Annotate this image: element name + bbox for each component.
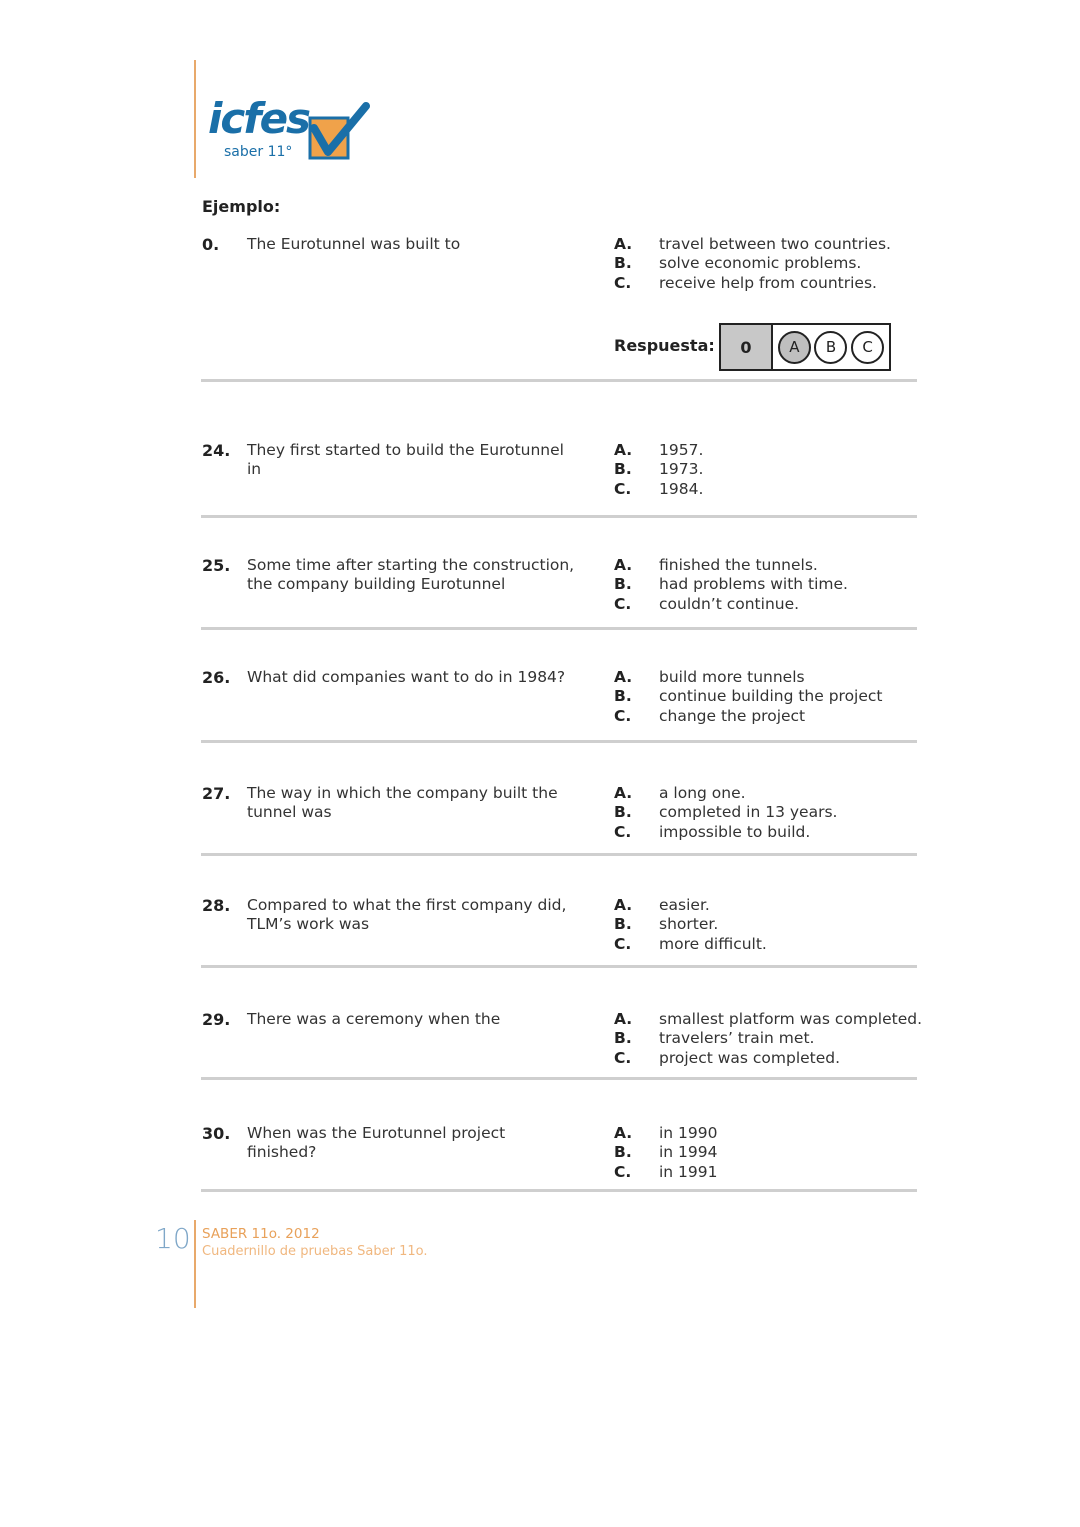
question-number: 27. [202,784,231,803]
option-text: a long one. [659,784,746,802]
option-letter: B. [614,803,632,822]
logo-wordmark: icfes [208,94,310,143]
option-texts [659,668,883,726]
option-letter: C. [614,934,632,953]
option-letter: C. [614,1162,632,1181]
divider [201,627,917,630]
option-text: 1973. [659,460,704,479]
question-text: The Eurotunnel was built to [247,235,461,253]
question-number: 30. [202,1124,231,1143]
option-letters [614,668,632,726]
option-text: impossible to build. [659,822,811,841]
question-text: Some time after starting the construction, the company building Eurotunnel [247,556,575,593]
margin-rule-bottom [194,1220,196,1308]
divider [201,853,917,856]
option-text: receive help from countries. [659,273,877,292]
answer-bubbles [773,325,889,369]
answer-bubble-a[interactable]: A [778,331,811,364]
option-letter: B. [614,460,632,479]
option-letter: B. [614,575,632,594]
checkmark-icon [306,102,372,162]
option-text: in 1994 [659,1143,718,1162]
option-text: in 1990 [659,1124,718,1142]
footer-title: SABER 11o. 2012 [202,1226,320,1242]
option-texts [659,1124,718,1182]
option-letter: C. [614,594,632,613]
option-letter: C. [614,1048,632,1067]
option-letter: A. [614,556,633,574]
option-letter: B. [614,915,632,934]
option-text: continue building the project [659,687,883,706]
option-letter: C. [614,706,632,725]
answer-bubble-c[interactable]: C [851,331,884,364]
option-letters [614,556,632,614]
option-letter: B. [614,254,632,273]
answer-label: Respuesta: [614,336,715,355]
option-text: in 1991 [659,1162,718,1181]
question-number: 26. [202,668,231,687]
option-text: couldn’t continue. [659,594,800,613]
option-text: easier. [659,896,710,914]
option-text: 1957. [659,441,704,459]
option-text: had problems with time. [659,575,848,594]
option-text: travel between two countries. [659,235,891,253]
question-text: When was the Eurotunnel project finished? [247,1124,506,1161]
option-text: build more tunnels [659,668,805,686]
option-text: shorter. [659,915,719,934]
question-number: 28. [202,896,231,915]
option-texts [659,441,703,499]
question-number: 0. [202,235,220,254]
option-texts [659,896,767,954]
divider [201,740,917,743]
answer-sheet-box [719,323,891,371]
divider [201,1077,917,1080]
option-text: change the project [659,706,806,725]
option-letter: B. [614,1143,632,1162]
question-text: Compared to what the first company did, TLM’s work was [247,896,567,933]
option-text: completed in 13 years. [659,803,838,822]
option-text: finished the tunnels. [659,556,818,574]
option-letter: A. [614,235,633,253]
question-text: What did companies want to do in 1984? [247,668,566,686]
option-letter: C. [614,822,632,841]
option-letter: A. [614,668,633,686]
question-number: 25. [202,556,231,575]
option-text: more difficult. [659,934,767,953]
option-letter: A. [614,1010,633,1028]
question-number: 24. [202,441,231,460]
icfes-logo [206,94,376,164]
divider [201,1189,917,1192]
logo-subtext: saber 11° [224,144,293,160]
option-letters [614,441,632,499]
option-letter: A. [614,896,633,914]
question-text: The way in which the company built the tunnel was [247,784,558,821]
footer-subtitle: Cuadernillo de pruebas Saber 11o. [202,1244,428,1259]
option-texts [659,556,848,614]
page-number: 10 [155,1222,191,1255]
option-letter: A. [614,441,633,459]
divider [201,515,917,518]
option-text: travelers’ train met. [659,1029,815,1048]
margin-rule-top [194,60,196,178]
option-texts [659,784,837,842]
option-letters [614,235,632,293]
option-letters [614,1010,632,1068]
divider [201,965,917,968]
option-letter: A. [614,784,633,802]
question-number: 29. [202,1010,231,1029]
option-text: 1984. [659,479,704,498]
option-text: smallest platform was completed. [659,1010,923,1028]
option-letters [614,896,632,954]
option-texts [659,235,891,293]
option-letter: B. [614,687,632,706]
option-letter: C. [614,479,632,498]
answer-number: 0 [721,325,773,369]
option-letter: C. [614,273,632,292]
option-texts [659,1010,922,1068]
divider [201,379,917,382]
answer-bubble-b[interactable]: B [814,331,847,364]
question-text: They first started to build the Eurotunnel in [247,441,564,478]
option-letters [614,1124,632,1182]
option-letter: A. [614,1124,633,1142]
option-text: project was completed. [659,1048,841,1067]
option-text: solve economic problems. [659,254,862,273]
option-letters [614,784,632,842]
example-heading: Ejemplo: [202,197,281,216]
option-letter: B. [614,1029,632,1048]
question-text: There was a ceremony when the [247,1010,501,1028]
